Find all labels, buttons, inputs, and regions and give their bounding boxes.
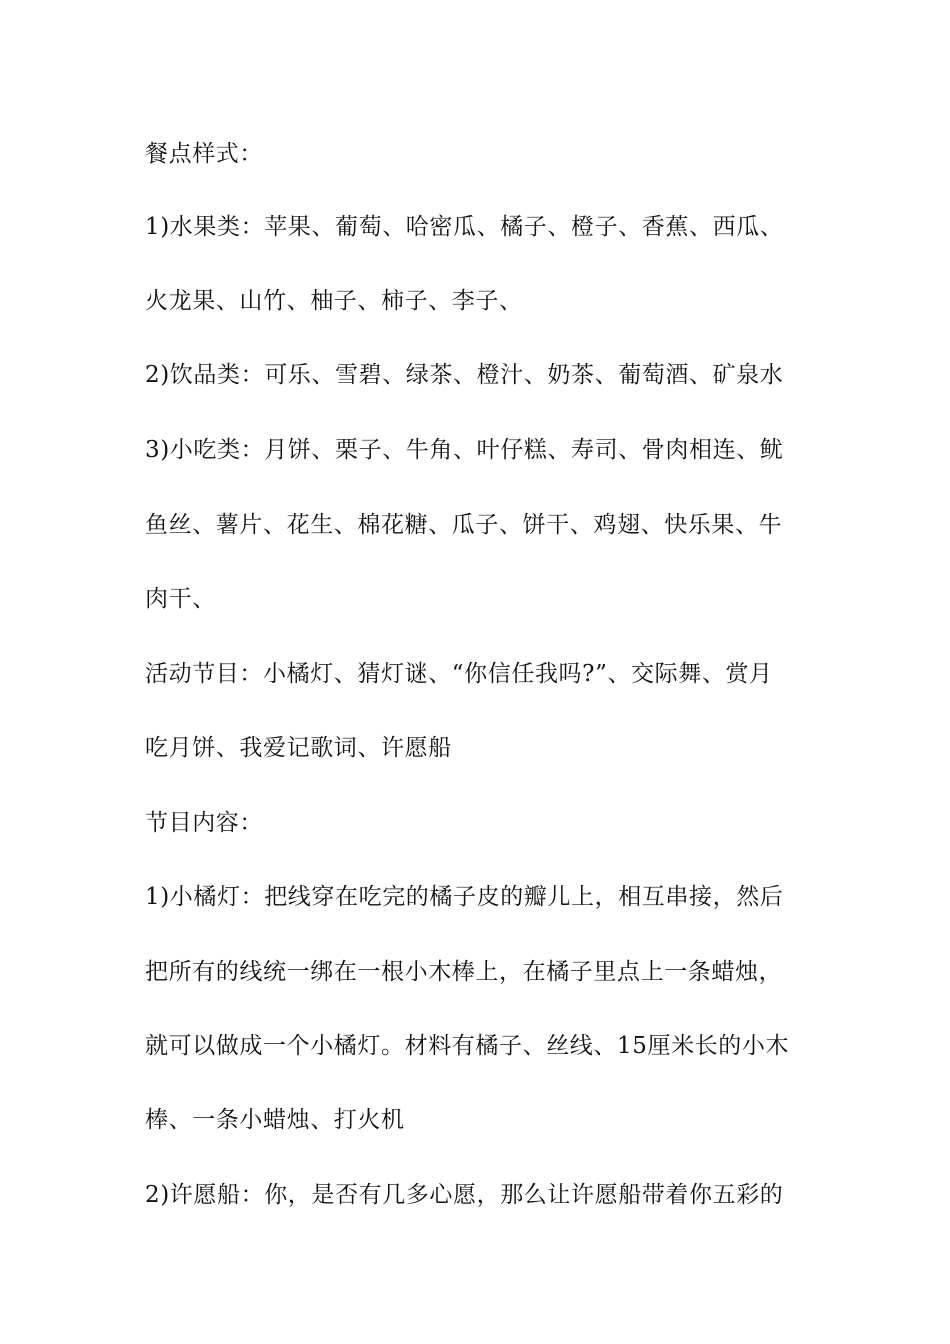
text-line-orange-lamp-4: 棒、一条小蜡烛、打火机 — [145, 1107, 405, 1133]
text-line-snacks-end: 肉干、 — [145, 586, 216, 612]
text-line-program-heading: 节目内容： — [145, 810, 263, 836]
text-line-meal-heading: 餐点样式： — [145, 141, 263, 167]
text-line-drinks: 2)饮品类：可乐、雪碧、绿茶、橙汁、奶茶、葡萄酒、矿泉水 — [145, 362, 784, 388]
text-line-activities-cont: 吃月饼、我爱记歌词、许愿船 — [145, 735, 452, 761]
text-line-snacks: 3)小吃类：月饼、栗子、牛角、叶仔糕、寿司、骨肉相连、鱿 — [145, 437, 784, 463]
text-line-wish-boat: 2)许愿船：你，是否有几多心愿，那么让许愿船带着你五彩的 — [145, 1182, 784, 1208]
text-line-fruits: 1)水果类：苹果、葡萄、哈密瓜、橘子、橙子、香蕉、西瓜、 — [145, 214, 784, 240]
text-line-orange-lamp-2: 把所有的线统一绑在一根小木棒上，在橘子里点上一条蜡烛， — [145, 959, 783, 985]
text-line-orange-lamp-3: 就可以做成一个小橘灯。材料有橘子、丝线、15厘米长的小木 — [145, 1033, 790, 1059]
text-line-orange-lamp: 1)小橘灯：把线穿在吃完的橘子皮的瓣儿上，相互串接，然后 — [145, 884, 784, 910]
text-line-snacks-cont: 鱼丝、薯片、花生、棉花糖、瓜子、饼干、鸡翅、快乐果、牛 — [145, 512, 783, 538]
text-line-activities: 活动节目：小橘灯、猜灯谜、“你信任我吗?”、交际舞、赏月 — [145, 661, 773, 687]
text-line-fruits-cont: 火龙果、山竹、柚子、柿子、李子、 — [145, 288, 523, 314]
